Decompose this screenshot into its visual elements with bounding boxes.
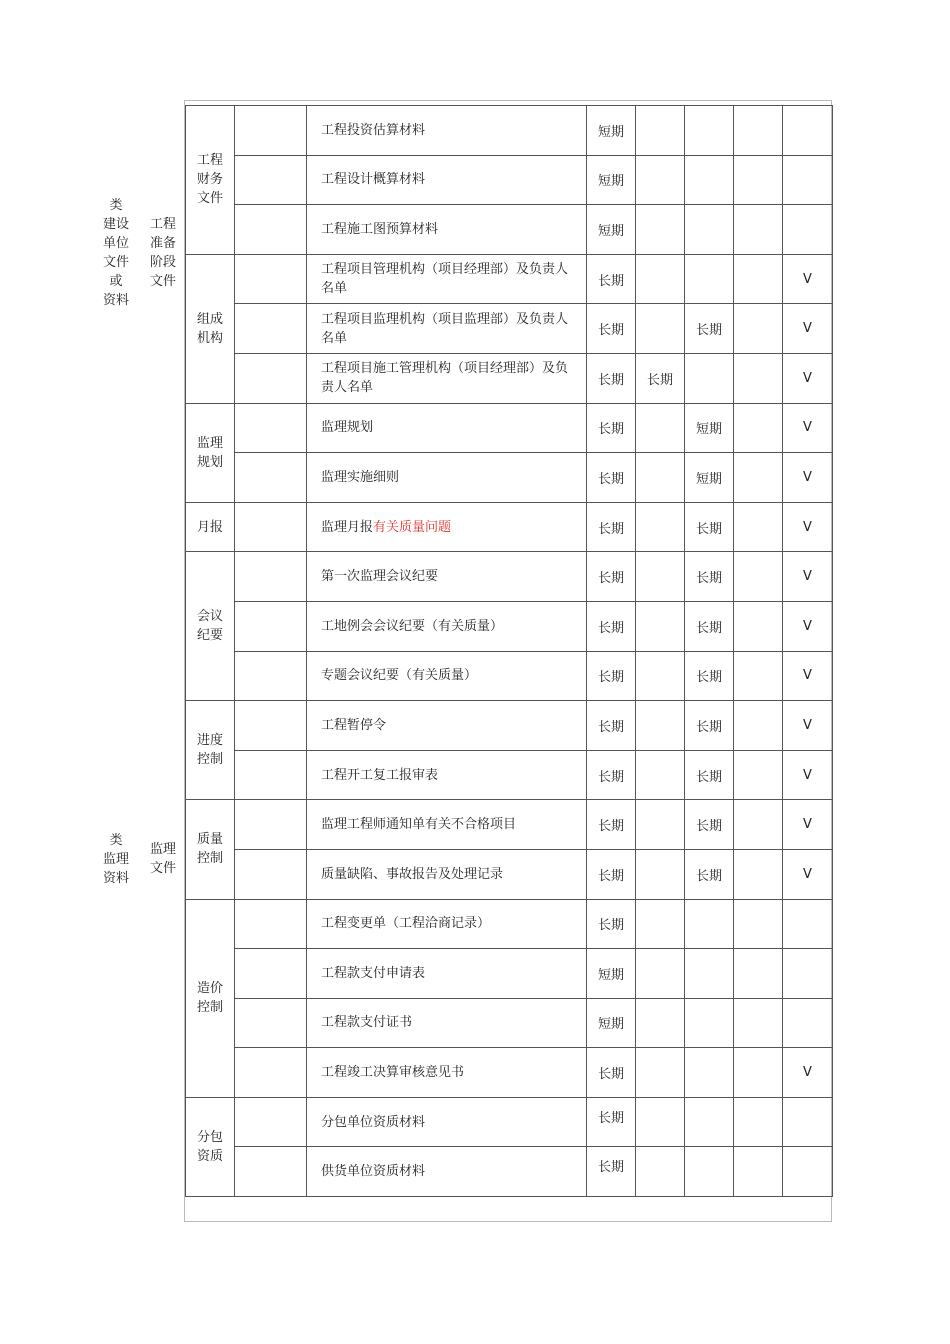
blank-cell [235,205,307,255]
item-name-cell [307,254,587,304]
item-name: 监理月报 [321,519,374,535]
blank-cell [734,453,783,503]
retention-cell-1: 短期 [587,106,636,156]
blank-cell [734,502,783,552]
retention-cell-1: 短期 [587,205,636,255]
retention-cell-2: 长期 [636,353,685,403]
item-name: 供货单位资质材料 [321,1164,426,1180]
blank-cell [734,403,783,453]
blank-cell [734,205,783,255]
item-name-cell [307,155,587,205]
retention-cell-2 [636,1048,685,1098]
retention-cell-3 [685,205,734,255]
blank-cell [734,1147,783,1197]
retention-cell-3 [685,155,734,205]
retention-cell-4: V [783,1048,833,1098]
table-row [186,353,833,403]
retention-cell-1: 长期 [587,651,636,701]
blank-cell [235,800,307,850]
table-row [186,750,833,800]
table-row [186,651,833,701]
retention-cell-3: 短期 [685,403,734,453]
item-name: 工程设计概算材料 [321,172,426,188]
table-row [186,552,833,602]
retention-cell-4 [783,949,833,999]
retention-cell-2 [636,1147,685,1197]
group-label: 月报 [186,502,235,552]
retention-cell-2 [636,106,685,156]
blank-cell [734,552,783,602]
retention-cell-3: 长期 [685,502,734,552]
retention-cell-3 [685,899,734,949]
retention-cell-3: 长期 [685,601,734,651]
blank-cell [235,552,307,602]
blank-cell [235,304,307,354]
table-row [186,998,833,1048]
blank-cell [235,1097,307,1147]
retention-cell-1: 长期 [587,453,636,503]
retention-cell-4 [783,205,833,255]
blank-cell [734,155,783,205]
retention-cell-1: 长期 [587,552,636,602]
retention-cell-1: 短期 [587,998,636,1048]
item-name-cell [307,849,587,899]
item-name-cell [307,403,587,453]
blank-cell [734,701,783,751]
blank-cell [734,1048,783,1098]
retention-cell-3: 长期 [685,701,734,751]
item-name: 分包单位资质材料 [321,1114,426,1130]
retention-cell-1: 长期 [587,1048,636,1098]
retention-cell-2 [636,601,685,651]
item-name: 工程变更单（工程洽商记录） [321,916,491,932]
retention-cell-3 [685,353,734,403]
item-name-cell [307,106,587,156]
blank-cell [734,651,783,701]
retention-cell-2 [636,800,685,850]
blank-cell [734,750,783,800]
item-name-cell [307,651,587,701]
item-name: 工程开工复工报审表 [321,767,439,783]
retention-cell-1: 长期 [587,601,636,651]
retention-cell-2 [636,254,685,304]
retention-cell-2 [636,899,685,949]
item-name-cell [307,601,587,651]
blank-cell [734,998,783,1048]
blank-cell [235,949,307,999]
table-row [186,949,833,999]
retention-cell-3 [685,106,734,156]
item-name-cell [307,1147,587,1197]
item-name-cell [307,453,587,503]
table-row [186,403,833,453]
blank-cell [734,601,783,651]
retention-cell-3 [685,949,734,999]
retention-cell-4: V [783,552,833,602]
retention-cell-2 [636,502,685,552]
retention-cell-3 [685,254,734,304]
blank-cell [235,750,307,800]
table-row [186,304,833,354]
retention-cell-2 [636,403,685,453]
retention-cell-1: 长期 [587,353,636,403]
outer-category-label-bottom: 类 监理 资料 [102,833,129,886]
retention-cell-3 [685,1147,734,1197]
outer-stage-label-bottom: 监理 文件 [149,842,176,876]
group-label: 分包 资质 [186,1097,235,1196]
retention-cell-4: V [783,304,833,354]
table-row [186,205,833,255]
group-label: 造价 控制 [186,899,235,1097]
retention-cell-1: 长期 [587,701,636,751]
item-name: 监理实施细则 [321,469,400,485]
item-name-highlight: 有关质量问题 [373,519,452,535]
retention-cell-2 [636,205,685,255]
table-row [186,1048,833,1098]
item-name-cell [307,353,587,403]
retention-cell-4 [783,998,833,1048]
group-label: 进度 控制 [186,701,235,800]
retention-cell-2 [636,1097,685,1147]
table-row [186,453,833,503]
retention-cell-1: 长期 [587,254,636,304]
item-name: 工地例会会议纪要（有关质量） [321,618,504,634]
retention-cell-2 [636,552,685,602]
blank-cell [235,998,307,1048]
retention-cell-3 [685,1048,734,1098]
retention-cell-3: 长期 [685,750,734,800]
retention-cell-3: 长期 [685,800,734,850]
table-row [186,800,833,850]
item-name: 质量缺陷、事故报告及处理记录 [321,866,504,882]
item-name: 第一次监理会议纪要 [321,569,439,585]
retention-cell-2 [636,949,685,999]
outer-category-label-top: 类 建设 单位 文件 或 资料 [102,198,129,308]
retention-cell-4: V [783,701,833,751]
item-name: 监理工程师通知单有关不合格项目 [321,817,517,833]
blank-cell [235,453,307,503]
table-row [186,502,833,552]
table-row [186,106,833,156]
retention-cell-3: 长期 [685,552,734,602]
retention-cell-3 [685,998,734,1048]
retention-cell-4 [783,1097,833,1147]
blank-cell [734,304,783,354]
blank-cell [734,800,783,850]
item-name: 专题会议纪要（有关质量） [321,668,478,684]
table-row [186,1147,833,1197]
retention-cell-1: 长期 [587,403,636,453]
retention-cell-4: V [783,453,833,503]
item-name-cell [307,1097,587,1147]
blank-cell [235,254,307,304]
item-name-cell [307,750,587,800]
retention-cell-1: 长期 [587,750,636,800]
blank-cell [734,353,783,403]
retention-cell-3: 长期 [685,304,734,354]
blank-cell [235,353,307,403]
item-name-cell [307,800,587,850]
retention-cell-4: V [783,502,833,552]
blank-cell [734,849,783,899]
group-label: 监理 规划 [186,403,235,502]
table-row [186,1097,833,1147]
retention-cell-4: V [783,403,833,453]
item-name-cell [307,998,587,1048]
retention-cell-1: 长期 [587,899,636,949]
blank-cell [235,502,307,552]
item-name: 工程施工图预算材料 [321,221,439,237]
item-name-cell [307,899,587,949]
item-name-cell [307,304,587,354]
retention-cell-3: 短期 [685,453,734,503]
retention-cell-4: V [783,254,833,304]
item-name: 工程款支付证书 [321,1015,413,1031]
table-row [186,899,833,949]
group-label: 质量 控制 [186,800,235,899]
retention-cell-1: 长期 [587,1147,636,1197]
item-name-cell [307,552,587,602]
blank-cell [734,1097,783,1147]
retention-cell-4: V [783,849,833,899]
retention-cell-4: V [783,601,833,651]
retention-cell-1: 短期 [587,949,636,999]
retention-cell-3: 长期 [685,651,734,701]
blank-cell [235,1048,307,1098]
table-row [186,155,833,205]
blank-cell [235,403,307,453]
retention-cell-2 [636,998,685,1048]
retention-cell-1: 长期 [587,304,636,354]
retention-cell-4 [783,1147,833,1197]
retention-cell-2 [636,304,685,354]
retention-cell-4: V [783,651,833,701]
retention-cell-2 [636,849,685,899]
blank-cell [235,849,307,899]
table-row [186,601,833,651]
retention-cell-3 [685,1097,734,1147]
item-name: 工程暂停令 [321,717,387,733]
item-name: 工程投资估算材料 [321,122,426,138]
blank-cell [734,106,783,156]
table-row [186,254,833,304]
group-label: 工程 财务 文件 [186,106,235,255]
retention-cell-1: 短期 [587,155,636,205]
blank-cell [235,601,307,651]
retention-cell-1: 长期 [587,502,636,552]
item-name-cell [307,949,587,999]
retention-cell-4 [783,899,833,949]
blank-cell [235,1147,307,1197]
item-name-cell [307,205,587,255]
retention-cell-4 [783,155,833,205]
retention-cell-2 [636,750,685,800]
blank-cell [235,651,307,701]
retention-cell-1: 长期 [587,1097,636,1147]
item-name-cell [307,1048,587,1098]
item-name: 工程竣工决算审核意见书 [321,1065,465,1081]
item-name-cell [307,701,587,751]
group-label: 组成 机构 [186,254,235,403]
retention-cell-4: V [783,353,833,403]
table-row [186,849,833,899]
retention-cell-1: 长期 [587,849,636,899]
item-name: 工程项目监理机构（项目监理部）及负责人名单 [321,311,569,346]
blank-cell [235,701,307,751]
blank-cell [235,899,307,949]
blank-cell [734,899,783,949]
retention-cell-4: V [783,800,833,850]
retention-cell-2 [636,651,685,701]
item-name: 监理规划 [321,420,374,436]
item-name-cell [307,502,587,552]
retention-cell-3: 长期 [685,849,734,899]
table-row [186,701,833,751]
blank-cell [235,155,307,205]
blank-cell [734,254,783,304]
retention-cell-4 [783,106,833,156]
outer-stage-label-top: 工程 准备 阶段 文件 [149,217,176,289]
retention-cell-1: 长期 [587,800,636,850]
blank-cell [235,106,307,156]
archive-table [185,105,833,1197]
retention-cell-4: V [783,750,833,800]
blank-cell [734,949,783,999]
item-name: 工程项目管理机构（项目经理部）及负责人名单 [321,262,569,297]
retention-cell-2 [636,453,685,503]
group-label: 会议 纪要 [186,552,235,701]
item-name: 工程项目施工管理机构（项目经理部）及负责人名单 [321,361,569,396]
item-name: 工程款支付申请表 [321,965,426,981]
retention-cell-2 [636,701,685,751]
retention-cell-2 [636,155,685,205]
